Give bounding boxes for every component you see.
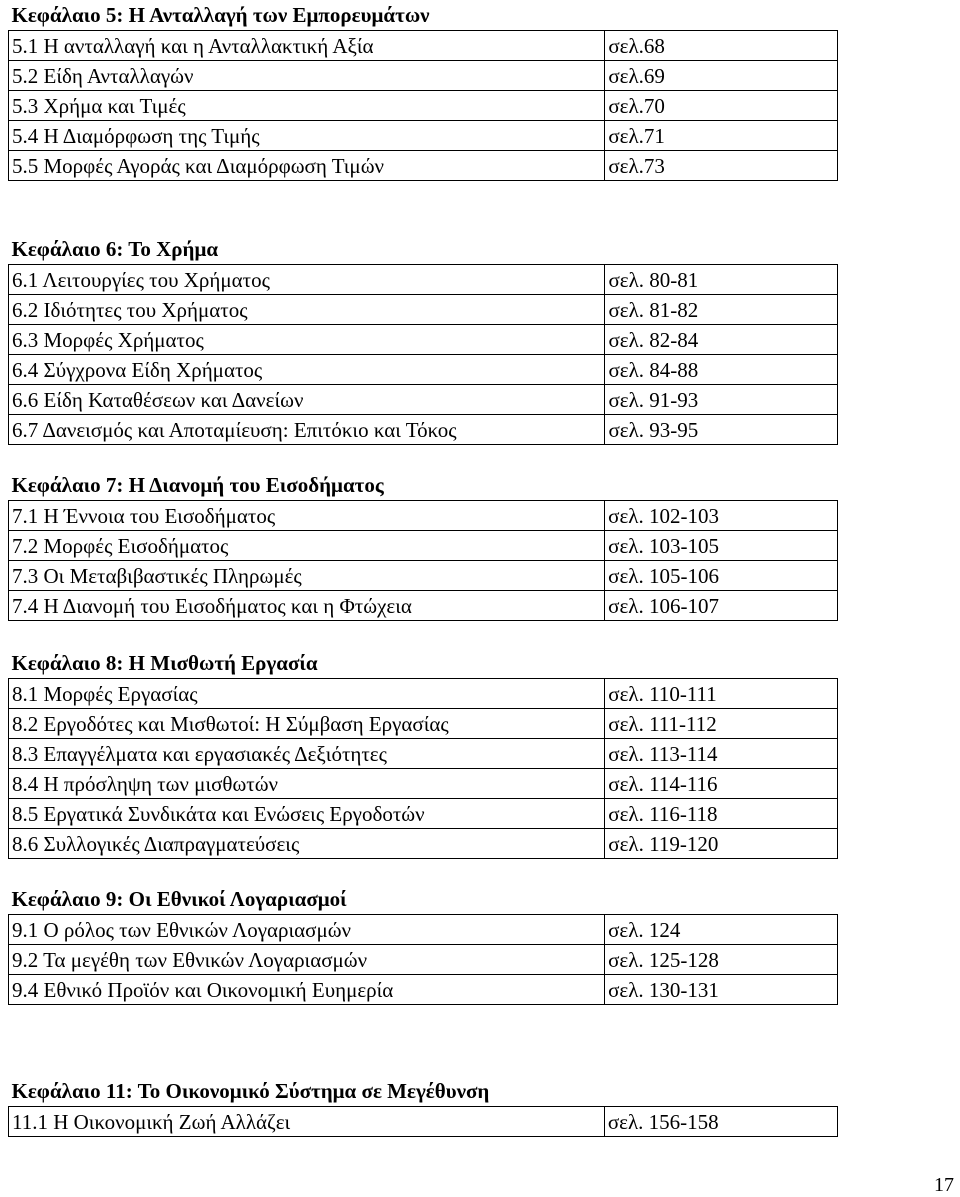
toc-row [9, 709, 838, 739]
chapter-heading: Κεφάλαιο 6: Το Χρήμα [9, 234, 838, 265]
toc-row [9, 679, 838, 709]
section-title: 8.5 Εργατικά Συνδικάτα και Ενώσεις Εργοδοτών [9, 799, 605, 829]
section-page: σελ. 116-118 [605, 799, 838, 829]
section-page: σελ. 106-107 [605, 591, 838, 621]
toc-row [9, 265, 838, 295]
section-page: σελ.73 [605, 151, 838, 181]
toc-row [9, 31, 838, 61]
toc-row [9, 91, 838, 121]
page-number: 17 [934, 1174, 954, 1196]
section-title: 8.1 Μορφές Εργασίας [9, 679, 605, 709]
toc-row [9, 415, 838, 445]
chapter-heading: Κεφάλαιο 5: Η Ανταλλαγή των Εμπορευμάτων [9, 0, 838, 31]
section-page: σελ. 124 [605, 915, 838, 945]
section-page: σελ. 110-111 [605, 679, 838, 709]
section-page: σελ. 93-95 [605, 415, 838, 445]
section-page: σελ. 114-116 [605, 769, 838, 799]
chapter-heading: Κεφάλαιο 7: Η Διανομή του Εισοδήματος [9, 470, 838, 501]
toc-row [9, 591, 838, 621]
section-page: σελ. 91-93 [605, 385, 838, 415]
chapter-block [8, 884, 838, 1005]
section-title: 9.4 Εθνικό Προϊόν και Οικονομική Ευημερία [9, 975, 605, 1005]
section-title: 8.2 Εργοδότες και Μισθωτοί: Η Σύμβαση Εργασίας [9, 709, 605, 739]
toc-row [9, 769, 838, 799]
section-page: σελ. 102-103 [605, 501, 838, 531]
toc-row [9, 945, 838, 975]
toc-row [9, 531, 838, 561]
chapter-block [8, 648, 838, 859]
toc-row [9, 61, 838, 91]
section-title: 6.7 Δανεισμός και Αποταμίευση: Επιτόκιο και Τόκος [9, 415, 605, 445]
toc-row [9, 561, 838, 591]
chapter-block [8, 1076, 838, 1137]
section-title: 6.3 Μορφές Χρήματος [9, 325, 605, 355]
section-page: σελ.69 [605, 61, 838, 91]
section-title: 8.4 Η πρόσληψη των μισθωτών [9, 769, 605, 799]
chapter-block [8, 0, 838, 181]
section-title: 7.2 Μορφές Εισοδήματος [9, 531, 605, 561]
toc-row [9, 385, 838, 415]
toc-row [9, 121, 838, 151]
section-title: 5.5 Μορφές Αγοράς και Διαμόρφωση Τιμών [9, 151, 605, 181]
toc-row [9, 739, 838, 769]
section-page: σελ. 130-131 [605, 975, 838, 1005]
section-page: σελ. 105-106 [605, 561, 838, 591]
section-title: 5.1 Η ανταλλαγή και η Ανταλλακτική Αξία [9, 31, 605, 61]
section-page: σελ. 81-82 [605, 295, 838, 325]
section-title: 6.6 Είδη Καταθέσεων και Δανείων [9, 385, 605, 415]
section-page: σελ. 119-120 [605, 829, 838, 859]
chapter-heading: Κεφάλαιο 8: Η Μισθωτή Εργασία [9, 648, 838, 679]
toc-row [9, 799, 838, 829]
toc-row [9, 829, 838, 859]
section-title: 6.4 Σύγχρονα Είδη Χρήματος [9, 355, 605, 385]
section-page: σελ.68 [605, 31, 838, 61]
toc-row [9, 295, 838, 325]
section-page: σελ. 156-158 [604, 1107, 837, 1137]
section-page: σελ.70 [605, 91, 838, 121]
chapter-block [8, 470, 838, 621]
chapter-heading: Κεφάλαιο 9: Οι Εθνικοί Λογαριασμοί [9, 884, 838, 915]
toc-row [9, 915, 838, 945]
section-page: σελ. 125-128 [605, 945, 838, 975]
chapter-heading: Κεφάλαιο 11: Το Οικονομικό Σύστημα σε Μεγέθυνση [9, 1076, 838, 1107]
section-title: 8.3 Επαγγέλματα και εργασιακές Δεξιότητες [9, 739, 605, 769]
toc-row [9, 975, 838, 1005]
section-title: 7.4 Η Διανομή του Εισοδήματος και η Φτώχεια [9, 591, 605, 621]
toc-row [9, 1107, 838, 1137]
section-page: σελ. 80-81 [605, 265, 838, 295]
toc-row [9, 325, 838, 355]
section-title: 7.1 Η Έννοια του Εισοδήματος [9, 501, 605, 531]
section-title: 6.1 Λειτουργίες του Χρήματος [9, 265, 605, 295]
chapter-block [8, 234, 838, 445]
section-title: 9.2 Τα μεγέθη των Εθνικών Λογαριασμών [9, 945, 605, 975]
section-title: 8.6 Συλλογικές Διαπραγματεύσεις [9, 829, 605, 859]
section-title: 5.3 Χρήμα και Τιμές [9, 91, 605, 121]
section-page: σελ. 113-114 [605, 739, 838, 769]
section-title: 5.2 Είδη Ανταλλαγών [9, 61, 605, 91]
section-page: σελ. 111-112 [605, 709, 838, 739]
toc-row [9, 355, 838, 385]
section-title: 9.1 Ο ρόλος των Εθνικών Λογαριασμών [9, 915, 605, 945]
section-title: 7.3 Οι Μεταβιβαστικές Πληρωμές [9, 561, 605, 591]
section-title: 5.4 Η Διαμόρφωση της Τιμής [9, 121, 605, 151]
section-title: 6.2 Ιδιότητες του Χρήματος [9, 295, 605, 325]
section-title: 11.1 Η Οικονομική Ζωή Αλλάζει [9, 1107, 605, 1137]
toc-row [9, 151, 838, 181]
section-page: σελ. 84-88 [605, 355, 838, 385]
toc-row [9, 501, 838, 531]
section-page: σελ. 103-105 [605, 531, 838, 561]
section-page: σελ.71 [605, 121, 838, 151]
section-page: σελ. 82-84 [605, 325, 838, 355]
